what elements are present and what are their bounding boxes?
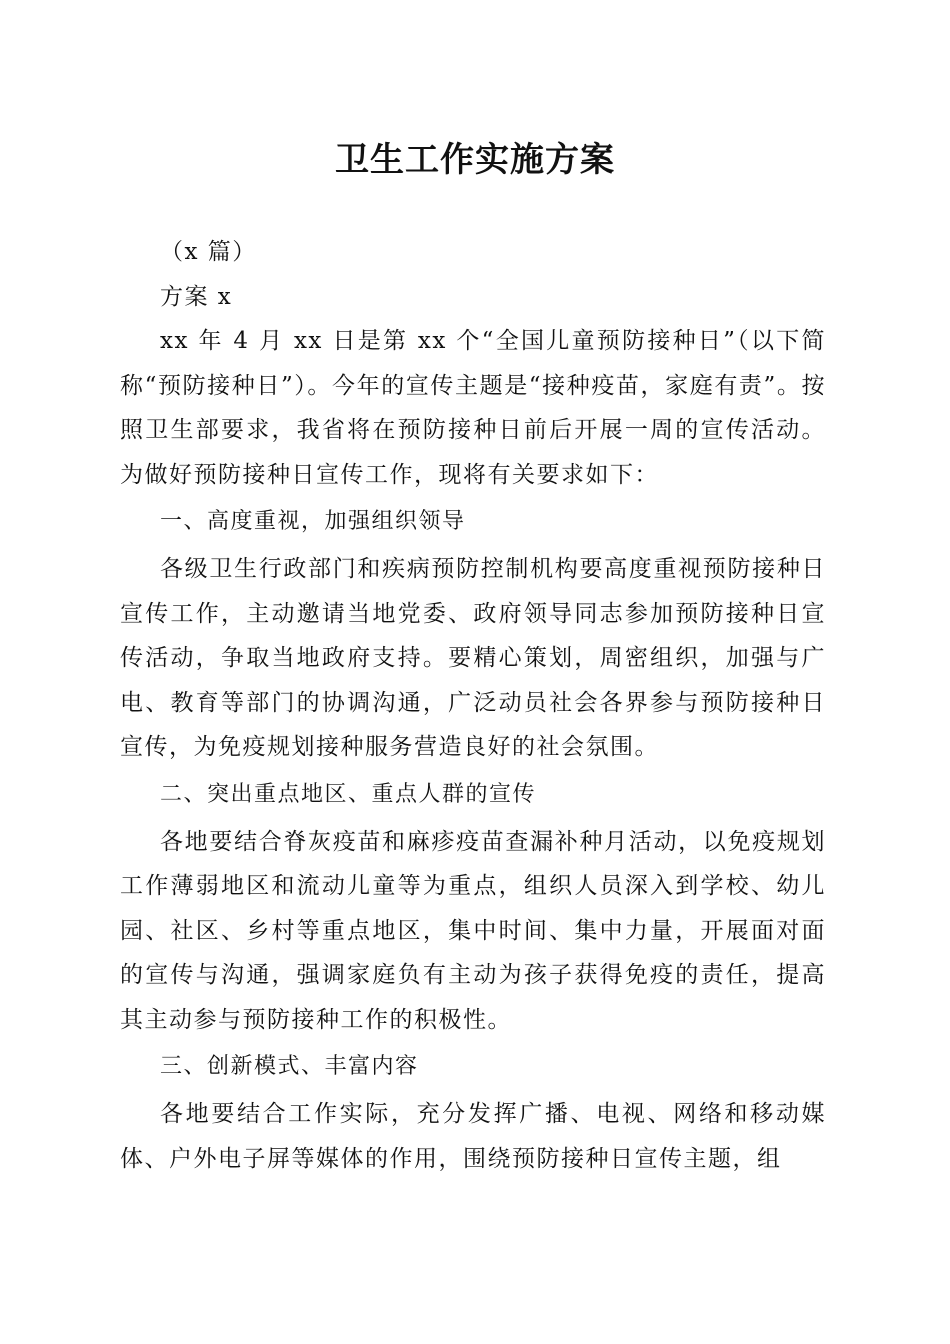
section-2-body: 各地要结合脊灰疫苗和麻疹疫苗查漏补种月活动，以免疫规划工作薄弱地区和流动儿童等为重点，组织人员深入到学校、幼儿园、社区、乡村等重点地区，集中时间、集中力量，开展面对面的宣传与沟通，强调家庭负有主动为孩子获得免疫的责任，提高其主动参与预防接种工作的积极性。	[120, 828, 826, 1033]
intro-paragraph: xx 年 4 月 xx 日是第 xx 个“全国儿童预防接种日”（以下简称“预防接种日”）。今年的宣传主题是“接种疫苗，家庭有责”。按照卫生部要求，我省将在预防接种日前后开展一周的宣传活动。为做好预防接种日宣传工作，现将有关要求如下：	[120, 328, 826, 488]
section-1-heading: 一、高度重视，加强组织领导	[160, 509, 466, 534]
section-2-heading: 二、突出重点地区、重点人群的宣传	[160, 781, 537, 807]
document-label: 方案 x	[160, 283, 233, 310]
section-3-body: 各地要结合工作实际，充分发挥广播、电视、网络和移动媒体、户外电子屏等媒体的作用，围绕预防接种日宣传主题，组	[120, 1101, 826, 1172]
document-body	[120, 230, 826, 1181]
section-3-heading: 三、创新模式、丰富内容	[160, 1054, 419, 1079]
document-subtitle: （x 篇）	[160, 239, 257, 265]
document-title: 卫生工作实施方案	[335, 140, 615, 180]
section-1-body: 各级卫生行政部门和疾病预防控制机构要高度重视预防接种日宣传工作，主动邀请当地党委、政府领导同志参加预防接种日宣传活动，争取当地政府支持。要精心策划，周密组织，加强与广电、教育等部门的协调沟通，广泛动员社会各界参与预防接种日宣传，为免疫规划接种服务营造良好的社会氛围。	[120, 556, 826, 760]
